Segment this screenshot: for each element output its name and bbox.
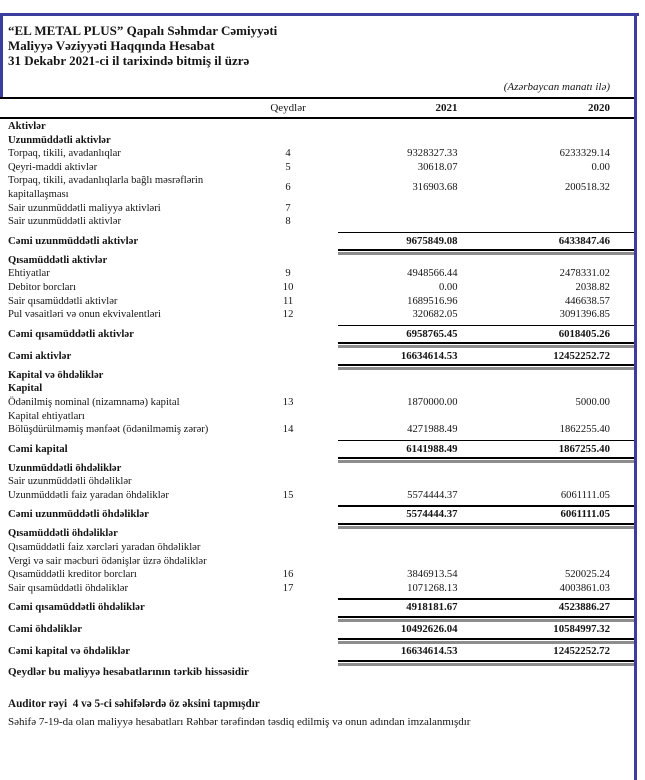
row-value-2020: 4523886.27 (558, 601, 610, 614)
total-underline-rule (338, 616, 634, 618)
row-value-2021: 16634614.53 (400, 349, 458, 362)
total-row (8, 347, 610, 363)
table-row (8, 423, 610, 437)
total-underline-rule (338, 342, 634, 344)
row-value-2021: 1689516.96 (407, 295, 458, 307)
row-value-2020: 6233329.14 (559, 148, 610, 160)
section-row (8, 120, 610, 134)
note-row (8, 664, 610, 680)
row-note: 12 (282, 309, 294, 321)
report-title: Maliyyə Vəziyyəti Haqqında Hesabat (8, 38, 215, 53)
row-value-2020: 1862255.40 (559, 424, 610, 436)
table-row (8, 281, 610, 295)
total-underline-rule (338, 523, 634, 525)
row-value-2021: 5574444.37 (406, 508, 458, 521)
table-row (8, 267, 610, 281)
row-value-2020: 5000.00 (575, 396, 610, 408)
row-note: 9 (285, 268, 291, 280)
total-row (8, 440, 610, 456)
table-row (8, 308, 610, 322)
row-value-2021: 0.00 (438, 281, 458, 293)
row-label: Kapital ehtiyatları (8, 410, 85, 422)
row-value-2020: 0.00 (591, 161, 610, 173)
approval-note: Səhifə 7-19-da olan maliyyə hesabatları Rəhbər tərəfindən təsdiq edilmiş və onun adından imzalanmışdır (8, 716, 471, 729)
total-row (8, 325, 610, 341)
table-header-row (0, 97, 634, 119)
row-note: 6 (285, 182, 291, 194)
rows (8, 120, 610, 680)
section-row (8, 134, 610, 148)
total-row (8, 505, 610, 521)
scan-border-left (0, 13, 3, 99)
auditor-note: Auditor rəyi 4 və 5-ci səhifələrdə öz əksini tapmışdır (8, 698, 260, 711)
table-row (8, 555, 610, 569)
row-label: Qısamüddətli faiz xərcləri yaradan öhdəliklər (8, 542, 201, 554)
total-row (8, 598, 610, 614)
row-label: Qeydlər bu maliyyə hesabatlarının tərkib hissəsidir (8, 666, 249, 679)
total-underline-rule (338, 457, 634, 459)
row-label: Kapital (8, 383, 43, 395)
row-label: Qısamüddətli aktivlər (8, 254, 108, 266)
row-value-2021: 316903.68 (412, 182, 458, 194)
row-value-2021: 4948566.44 (407, 268, 458, 280)
row-label: Uzunmüddətli aktivlər (8, 134, 111, 146)
row-note: 8 (285, 216, 291, 228)
row-value-2021: 6141988.49 (406, 442, 458, 455)
table-row (8, 410, 610, 424)
row-note: 4 (285, 148, 291, 160)
total-underline-rule (338, 660, 634, 662)
row-label: Qeyri-maddi aktivlər (8, 161, 98, 173)
row-label: Cəmi öhdəliklər (8, 623, 83, 636)
row-label: Qısamüddətli öhdəliklər (8, 528, 118, 540)
total-underline-rule (338, 638, 634, 640)
row-note: 10 (282, 281, 294, 293)
row-value-2020: 446638.57 (564, 295, 610, 307)
row-note: 16 (282, 569, 294, 581)
header-notes-column: Qeydlər (270, 102, 306, 114)
row-label: Qısamüddətli kreditor borcları (8, 569, 137, 581)
row-label: Torpaq, tikili, avadanlıqlar (8, 148, 121, 160)
row-note: 7 (285, 202, 291, 214)
row-value-2021: 1870000.00 (407, 396, 458, 408)
row-value-2020: 6061111.05 (560, 489, 610, 501)
table-row (8, 161, 610, 175)
row-value-2021: 9675849.08 (406, 234, 458, 247)
report-period: 31 Dekabr 2021-ci il tarixində bitmiş il üzrə (8, 53, 250, 68)
row-value-2020: 12452252.72 (553, 349, 610, 362)
row-value-2020: 12452252.72 (553, 645, 610, 658)
row-label: Debitor borcları (8, 281, 76, 293)
row-label: Ehtiyatlar (8, 268, 50, 280)
header-year-2021: 2021 (435, 102, 458, 114)
row-label: Cəmi qısamüddətli aktivlər (8, 327, 134, 340)
company-title: “EL METAL PLUS” Qapalı Səhmdar Cəmiyyəti (8, 23, 278, 38)
row-label: Sair qısamüddətli aktivlər (8, 295, 118, 307)
row-value-2021: 3846913.54 (407, 569, 458, 581)
row-note: 13 (282, 396, 294, 408)
row-value-2021: 5574444.37 (407, 489, 458, 501)
total-row (8, 620, 610, 636)
row-label: Sair uzunmüddətli aktivlər (8, 216, 121, 228)
row-value-2020: 3091396.85 (559, 309, 610, 321)
row-label: Cəmi aktivlər (8, 349, 72, 362)
row-value-2020: 1867255.40 (558, 442, 610, 455)
table-row (8, 541, 610, 555)
row-value-2021: 4271988.49 (407, 424, 458, 436)
row-value-2020: 2038.82 (575, 281, 610, 293)
row-value-2020: 4003861.03 (559, 582, 610, 594)
row-label: Bölüşdürülməmiş mənfəət (ödənilməmiş zərər) (8, 424, 209, 436)
table-row (8, 295, 610, 309)
section-row (8, 382, 610, 396)
table-row (8, 582, 610, 596)
row-label: Pul vəsaitləri və onun ekvivalentləri (8, 309, 161, 321)
table-row (8, 147, 610, 161)
total-row (8, 642, 610, 658)
row-label: Cəmi uzunmüddətli öhdəliklər (8, 508, 149, 521)
row-note: 5 (285, 161, 291, 173)
section-row (8, 527, 610, 541)
section-row (8, 254, 610, 268)
row-label: Cəmi kapital (8, 442, 68, 455)
row-label: Cəmi kapital və öhdəliklər (8, 645, 131, 658)
row-note: 14 (282, 424, 294, 436)
row-note: 11 (282, 295, 294, 307)
row-value-2021: 10492626.04 (400, 623, 458, 636)
total-row (8, 232, 610, 248)
total-underline-rule (338, 364, 634, 366)
section-row (8, 462, 610, 476)
row-value-2020: 10584997.32 (553, 623, 610, 636)
table-row (8, 202, 610, 216)
row-value-2020: 6061111.05 (560, 508, 610, 521)
document-content (8, 23, 610, 730)
scan-border-top (0, 13, 639, 16)
row-value-2021: 6958765.45 (406, 327, 458, 340)
scan-border-right (634, 14, 637, 780)
row-label: Vergi və sair məcburi ödənişlər üzrə öhdəliklər (8, 555, 207, 567)
currency-note: (Azərbaycan manatı ilə) (503, 81, 610, 93)
row-value-2020: 520025.24 (564, 569, 610, 581)
table-row (8, 174, 610, 201)
total-underline-rule (338, 249, 634, 251)
row-value-2021: 320682.05 (412, 309, 458, 321)
row-label: Torpaq, tikili, avadanlıqlarla bağlı məsrəflərin kapitallaşması (8, 175, 204, 200)
row-label: Sair uzunmüddətli maliyyə aktivləri (8, 202, 161, 214)
row-label: Ödənilmiş nominal (nizamnamə) kapital (8, 396, 180, 408)
row-value-2020: 6433847.46 (558, 234, 610, 247)
row-label: Uzunmüddətli öhdəliklər (8, 462, 122, 474)
row-label: Cəmi qısamüddətli öhdəliklər (8, 601, 145, 614)
row-label: Sair uzunmüddətli öhdəliklər (8, 476, 132, 488)
row-value-2020: 200518.32 (564, 182, 610, 194)
table-row (8, 568, 610, 582)
table-row (8, 475, 610, 489)
row-value-2021: 30618.07 (417, 161, 458, 173)
row-value-2021: 1071268.13 (407, 582, 458, 594)
row-label: Aktivlər (8, 121, 46, 132)
row-label: Uzunmüddətli faiz yaradan öhdəliklər (8, 489, 169, 501)
row-value-2021: 4918181.67 (406, 601, 458, 614)
row-note: 15 (282, 489, 294, 501)
header-year-2020: 2020 (587, 102, 610, 114)
row-label: Kapital və öhdəliklər (8, 369, 104, 381)
row-value-2020: 2478331.02 (559, 268, 610, 280)
row-value-2021: 9328327.33 (407, 148, 458, 160)
row-value-2020: 6018405.26 (558, 327, 610, 340)
row-label: Cəmi uzunmüddətli aktivlər (8, 234, 139, 247)
row-note: 17 (282, 582, 294, 594)
table-row (8, 215, 610, 229)
table-row (8, 489, 610, 503)
section-row (8, 369, 610, 383)
table-row (8, 396, 610, 410)
footer (8, 697, 610, 730)
row-value-2021: 16634614.53 (400, 645, 458, 658)
row-label: Sair qısamüddətli öhdəliklər (8, 582, 129, 594)
